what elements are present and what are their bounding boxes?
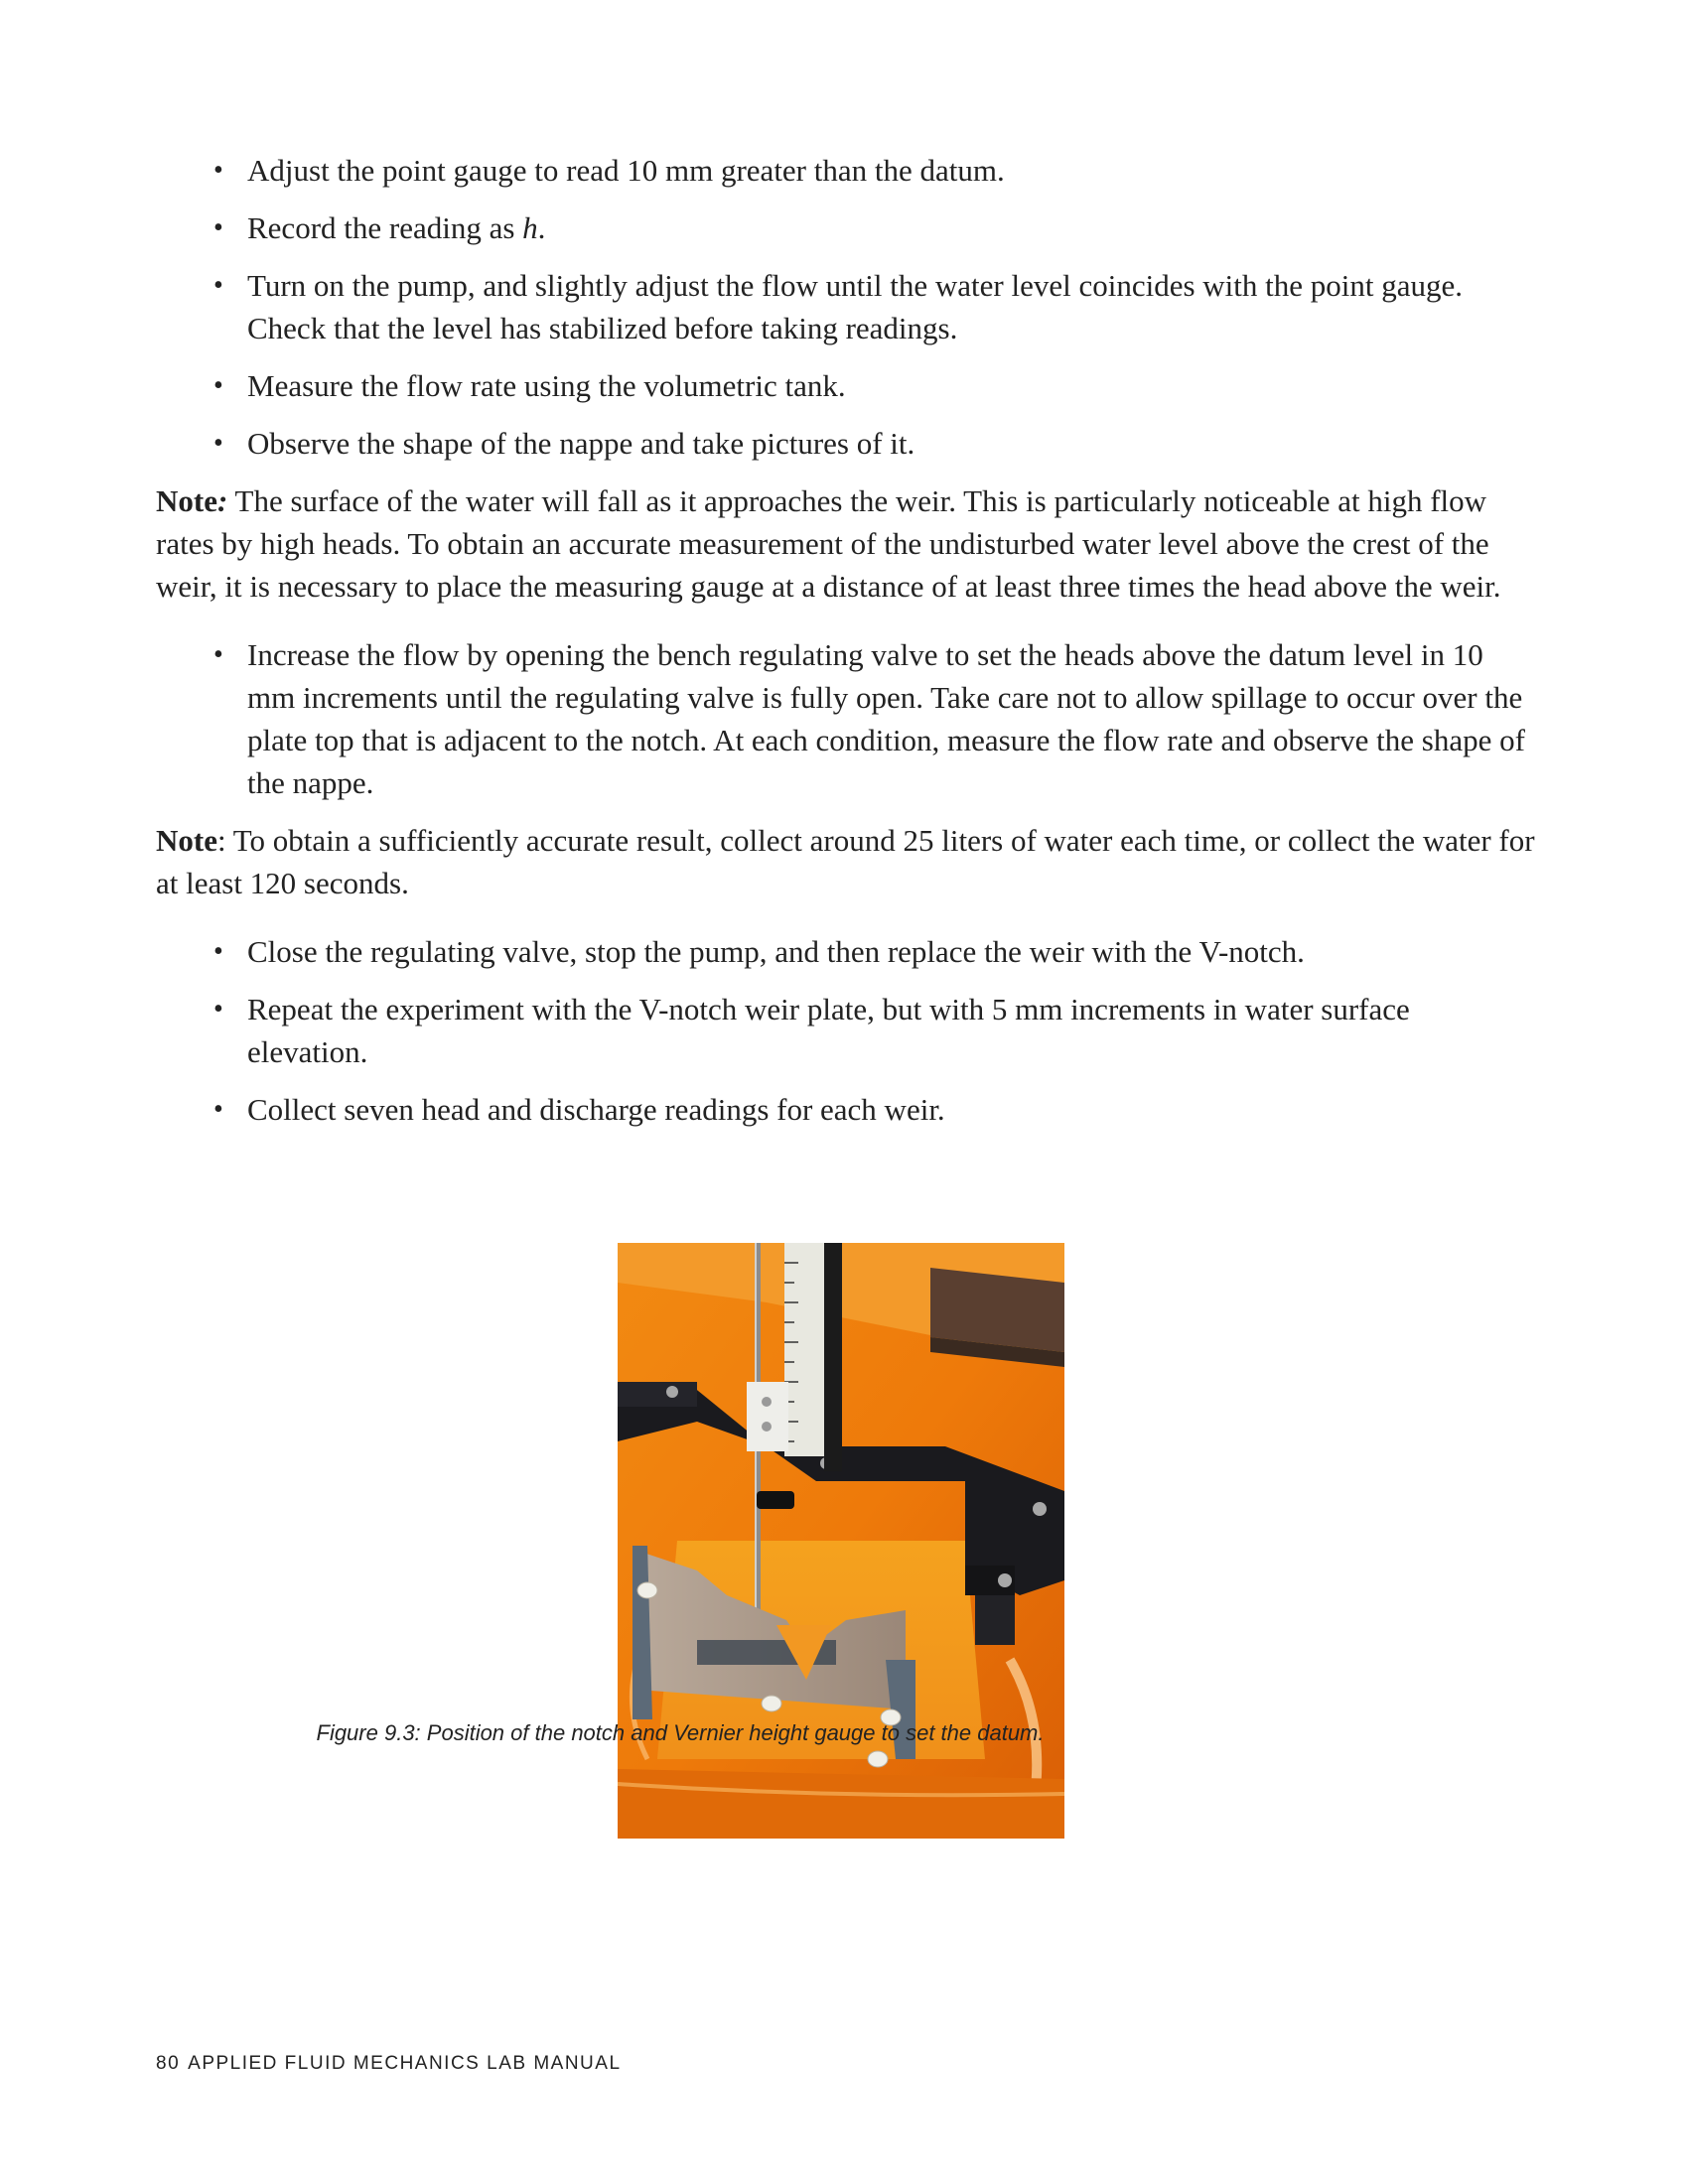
list-item: • Adjust the point gauge to read 10 mm greater than the datum. bbox=[247, 149, 1536, 192]
figure-caption: Figure 9.3: Position of the notch and Vernier height gauge to set the datum. bbox=[316, 1720, 1045, 1745]
page-footer bbox=[156, 2053, 622, 2075]
list-item: • Increase the flow by opening the bench regulating valve to set the heads above the datum level in 10 mm increments until the regulating valve is fully open. Take care not to allow spillage to occur over the plate top that is adjacent to the notch. At each condition, measure the flow rate and observe the shape of the nappe. bbox=[247, 633, 1536, 804]
procedure-list-1 bbox=[156, 149, 1536, 465]
list-item: • Turn on the pump, and slightly adjust the flow until the water level coincides with the point gauge. Check that the level has stabilized before taking readings. bbox=[247, 264, 1536, 349]
variable-h: h bbox=[522, 210, 538, 245]
figure-photo-weir-apparatus bbox=[618, 1243, 1064, 1839]
note-label: Note bbox=[156, 483, 217, 518]
list-item: • Measure the flow rate using the volumetric tank. bbox=[247, 364, 1536, 407]
note-paragraph-1: Note: The surface of the water will fall as it approaches the weir. This is particularly noticeable at high flow rates by high heads. To obtain an accurate measurement of the undisturbed water level above the crest of the weir, it is necessary to place the measuring gauge at a distance of at least three times the head above the weir. bbox=[156, 483, 1501, 604]
list-item: • Collect seven head and discharge readings for each weir. bbox=[247, 1088, 1536, 1131]
list-item: • Close the regulating valve, stop the pump, and then replace the weir with the V-notch. bbox=[247, 930, 1536, 973]
note-label: Note bbox=[156, 823, 217, 858]
page-content bbox=[156, 149, 1536, 1146]
list-item: • Repeat the experiment with the V-notch weir plate, but with 5 mm increments in water surface elevation. bbox=[247, 988, 1536, 1073]
book-title: APPLIED FLUID MECHANICS LAB MANUAL bbox=[188, 2053, 622, 2074]
procedure-list-2 bbox=[156, 633, 1536, 804]
page-number: 80 bbox=[156, 2053, 181, 2074]
note-paragraph-2: Note: To obtain a sufficiently accurate result, collect around 25 liters of water each time, or collect the water for at least 120 seconds. bbox=[156, 823, 1535, 900]
list-item: • Observe the shape of the nappe and take pictures of it. bbox=[247, 422, 1536, 465]
procedure-list-3 bbox=[156, 930, 1536, 1131]
list-item: • Record the reading as h. bbox=[247, 206, 1536, 249]
